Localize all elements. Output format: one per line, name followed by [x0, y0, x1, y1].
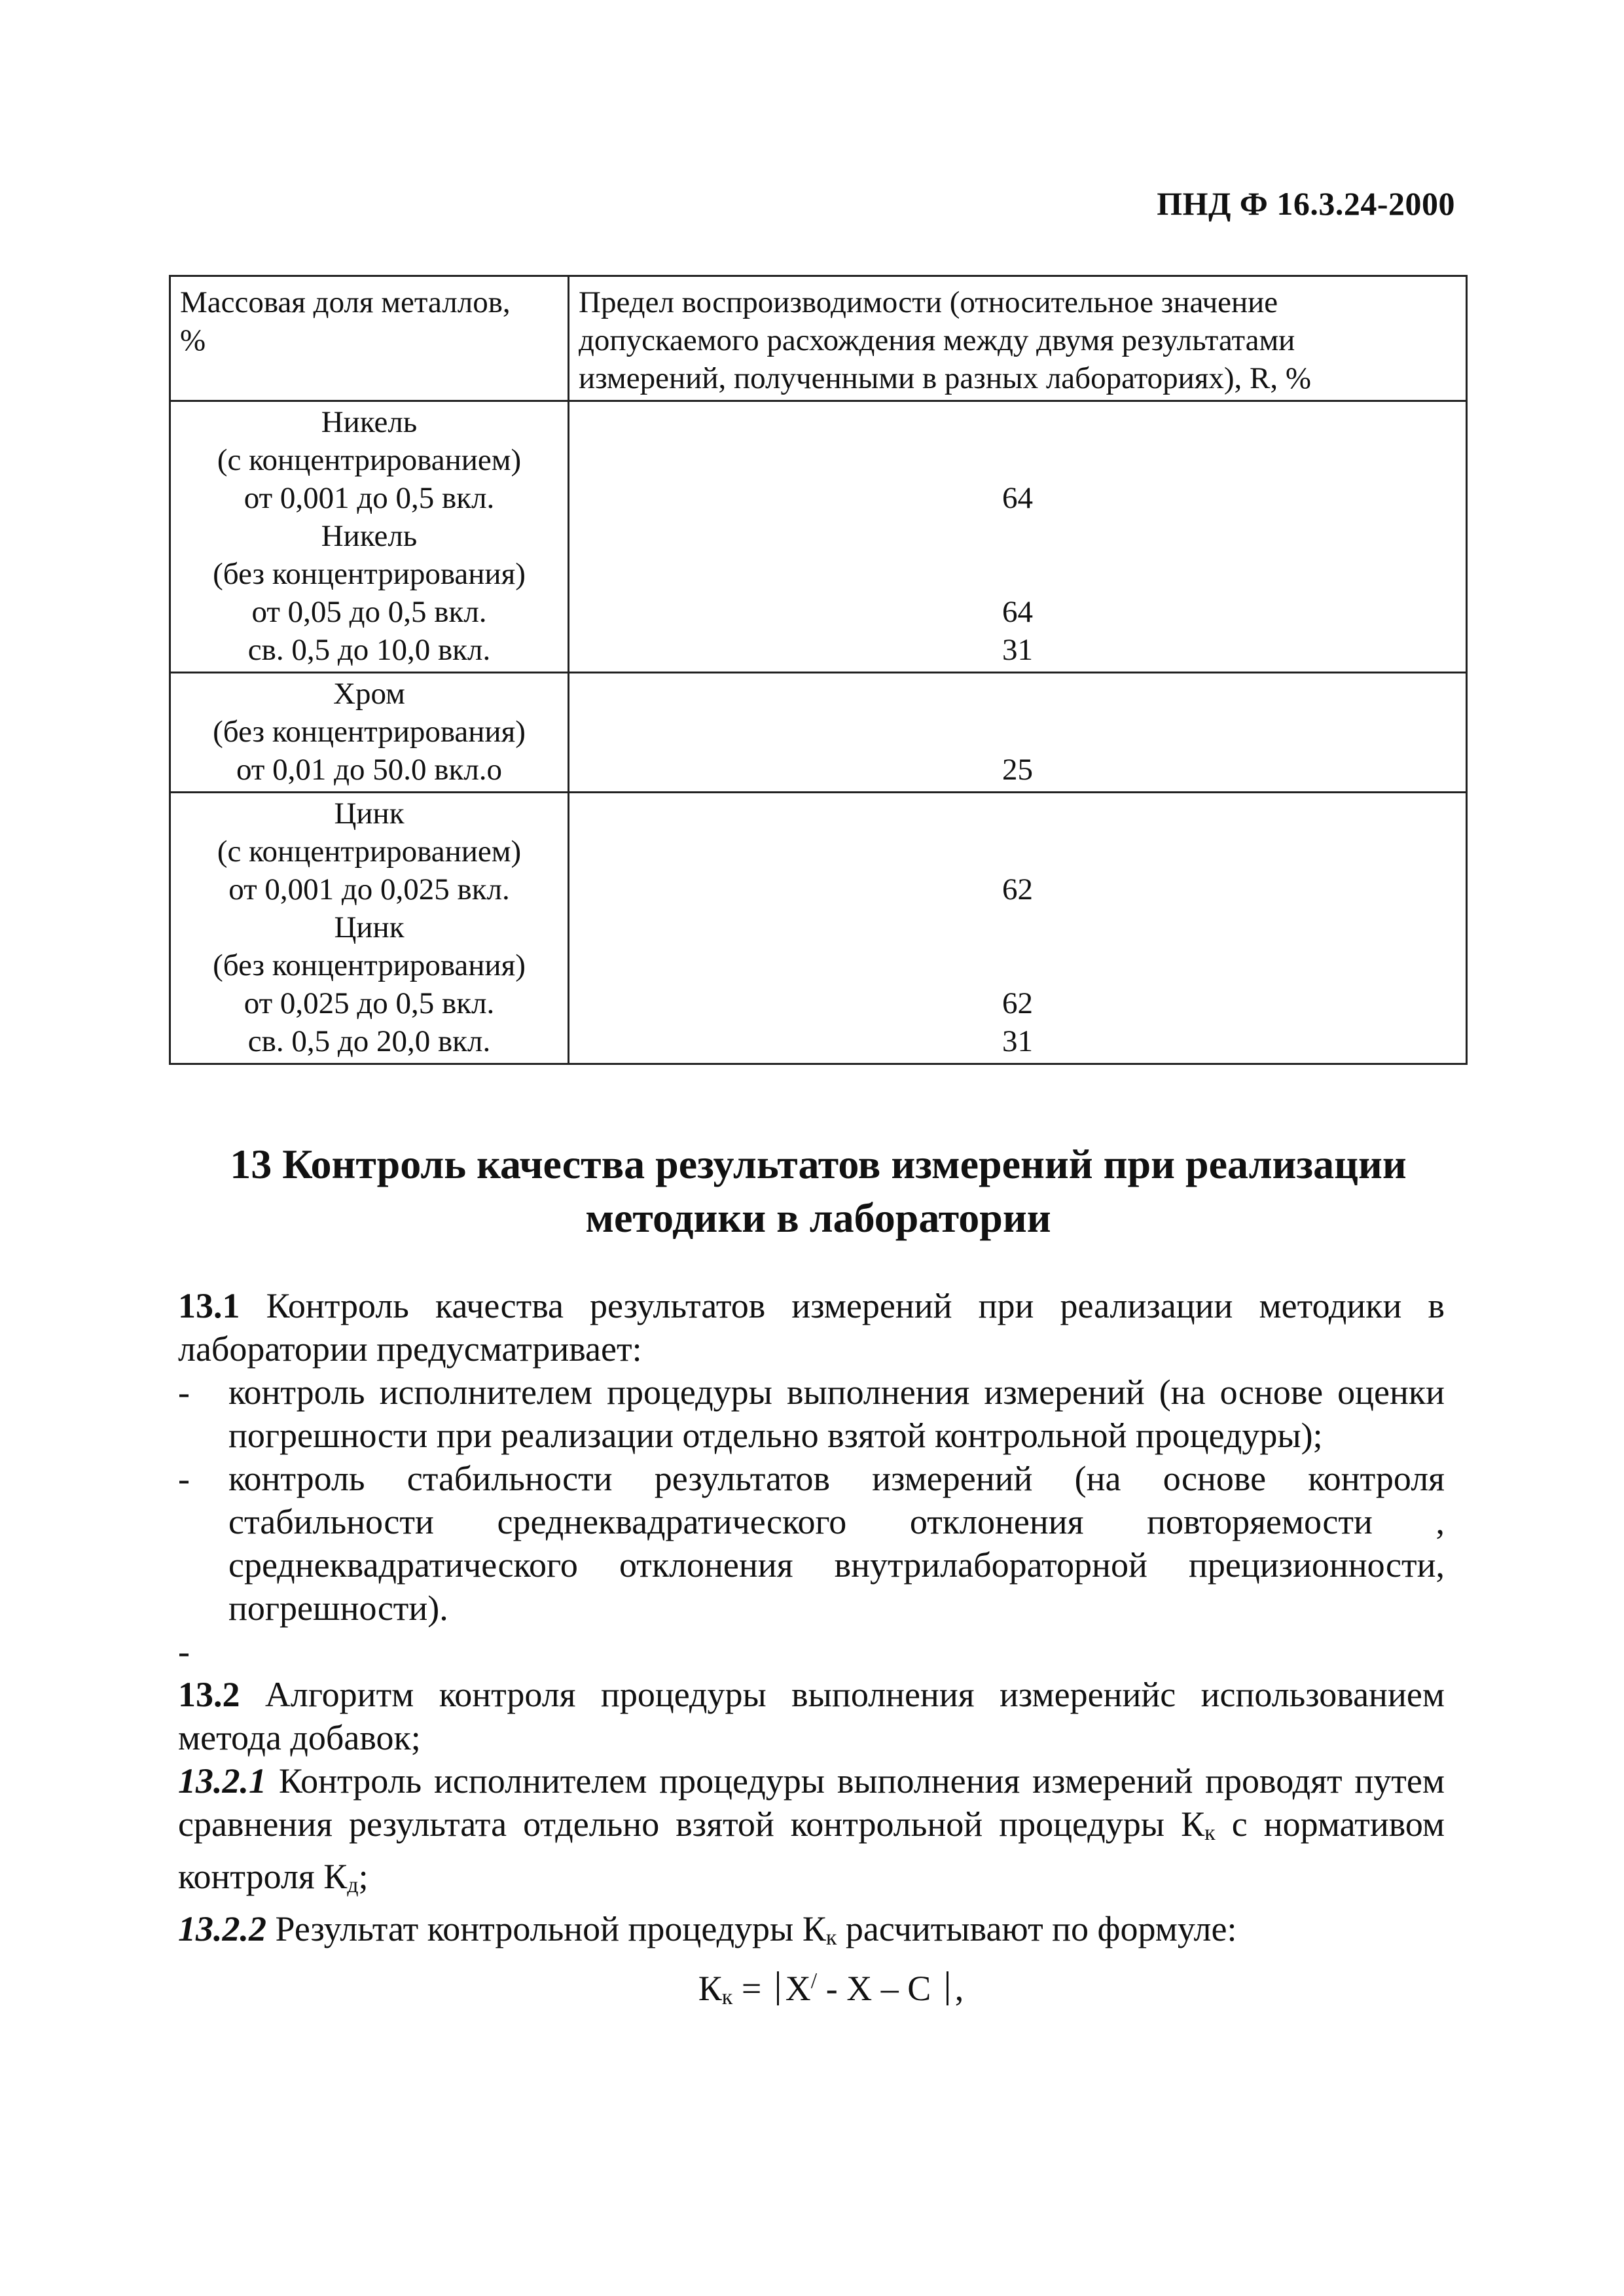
value-cell — [569, 673, 1467, 793]
table-row-nickel — [170, 401, 1467, 673]
paragraph-text: Алгоритм контроля процедуры выполнения измеренийс использованием метода добавок; — [178, 1675, 1445, 1757]
abs-bar-right — [947, 1971, 948, 2005]
range-line: Никель — [321, 405, 418, 439]
formula-rest: - X – C — [817, 1969, 940, 2008]
clause-number: 13.1 — [178, 1286, 240, 1325]
range-line: от 0,01 до 50.0 вкл.о — [236, 753, 503, 787]
range-line: Цинк — [334, 910, 405, 944]
value-cell — [569, 401, 1467, 673]
range-line: (с концентрированием) — [217, 443, 522, 477]
table-row-chromium — [170, 673, 1467, 793]
value-line: 25 — [1002, 753, 1033, 787]
formula-lhs: К — [698, 1969, 722, 2008]
subscript: к — [825, 1926, 837, 1950]
paragraph-13-2-1 — [178, 1759, 1445, 1907]
value-line: 31 — [1002, 1024, 1033, 1058]
section-title-line: методики в лаборатории — [585, 1194, 1051, 1241]
value-line — [569, 713, 1466, 751]
header-reproducibility-limit — [569, 276, 1467, 401]
range-line: Хром — [333, 677, 405, 711]
range-line: (с концентрированием) — [217, 834, 522, 869]
formula-equals: = — [732, 1969, 770, 2008]
paragraph-13-1 — [178, 1284, 1445, 1371]
body-text — [178, 1284, 1445, 2019]
range-line: Никель — [321, 519, 418, 553]
value-line — [569, 795, 1466, 833]
range-line: (без концентрирования) — [213, 948, 526, 982]
range-line: от 0,05 до 0,5 вкл. — [251, 595, 487, 629]
header-line: допускаемого расхождения между двумя результатами — [579, 323, 1295, 357]
paragraph-13-2 — [178, 1673, 1445, 1759]
document-code: ПНД Ф 16.3.24-2000 — [1157, 185, 1455, 222]
value-line — [569, 833, 1466, 870]
reproducibility-table — [169, 275, 1468, 1065]
clause-number: 13.2.1 — [178, 1761, 266, 1801]
range-line: Цинк — [334, 797, 405, 831]
paragraph-text: Контроль исполнителем процедуры выполнения измерений проводят путем сравнения результата отдельно взятой контрольной процедуры К — [178, 1761, 1445, 1844]
list-item-text: контроль исполнителем процедуры выполнения измерений (на основе оценки погрешности при реализации отдельно взятой контрольной процедуры); — [228, 1372, 1445, 1455]
bullet-dash: - — [178, 1372, 190, 1412]
header-line: измерений, полученными в разных лабораториях), R, % — [579, 361, 1312, 395]
header-mass-fraction — [170, 276, 569, 401]
range-line: (без концентрирования) — [213, 715, 526, 749]
subscript: к — [1204, 1821, 1216, 1845]
value-line: 62 — [1002, 872, 1033, 906]
range-cell — [170, 793, 569, 1064]
value-line — [569, 946, 1466, 984]
paragraph-text: ; — [358, 1857, 369, 1896]
prime-mark: / — [810, 1969, 818, 1993]
value-line — [569, 403, 1466, 441]
subscript: к — [721, 1985, 733, 2009]
value-cell — [569, 793, 1467, 1064]
formula-tail: , — [954, 1969, 964, 2008]
range-line: от 0,001 до 0,5 вкл. — [244, 481, 495, 515]
range-line: св. 0,5 до 10,0 вкл. — [247, 633, 491, 667]
table-header-row — [170, 276, 1467, 401]
clause-number: 13.2.2 — [178, 1909, 266, 1948]
section-title — [169, 1138, 1468, 1245]
value-line: 31 — [1002, 633, 1033, 667]
header-line: Массовая доля металлов, — [180, 285, 511, 319]
paragraph-text: с нормативом контроля К — [178, 1804, 1445, 1896]
range-line: св. 0,5 до 20,0 вкл. — [247, 1024, 491, 1058]
subscript: д — [347, 1873, 359, 1897]
header-line: Предел воспроизводимости (относительное значение — [579, 285, 1278, 319]
value-line — [569, 517, 1466, 555]
paragraph-13-2-2 — [178, 1907, 1445, 1960]
value-line — [569, 555, 1466, 593]
clause-number: 13.2 — [178, 1675, 240, 1714]
value-line: 64 — [1002, 481, 1033, 515]
range-cell — [170, 673, 569, 793]
list-item-text: контроль стабильности результатов измерений (на основе контроля стабильности среднеквадратического отклонения повторяемости , среднеквадратического отклонения внутрилабораторной прецизионности, погрешности). — [228, 1459, 1445, 1628]
section-title-line: 13 Контроль качества результатов измерений при реализации — [230, 1141, 1407, 1187]
paragraph-text: Результат контрольной процедуры К — [266, 1909, 826, 1948]
range-line: (без концентрирования) — [213, 557, 526, 591]
value-line: 64 — [1002, 595, 1033, 629]
abs-bar-left — [777, 1971, 779, 2005]
formula — [178, 1960, 1445, 2019]
range-line: от 0,001 до 0,025 вкл. — [228, 872, 510, 906]
list-item — [178, 1371, 1445, 1457]
list-item — [178, 1457, 1445, 1630]
formula-x-prime: X — [785, 1969, 811, 2008]
paragraph-text: расчитывают по формуле: — [837, 1909, 1237, 1948]
range-cell — [170, 401, 569, 673]
table-row-zinc — [170, 793, 1467, 1064]
value-line — [569, 675, 1466, 713]
header-line: % — [180, 323, 206, 357]
value-line — [569, 908, 1466, 946]
range-line: от 0,025 до 0,5 вкл. — [244, 986, 495, 1020]
stray-dash: - — [178, 1632, 190, 1671]
value-line: 62 — [1002, 986, 1033, 1020]
value-line — [569, 441, 1466, 479]
bullet-dash: - — [178, 1459, 190, 1498]
paragraph-text: Контроль качества результатов измерений при реализации методики в лаборатории предусматривает: — [178, 1286, 1445, 1369]
